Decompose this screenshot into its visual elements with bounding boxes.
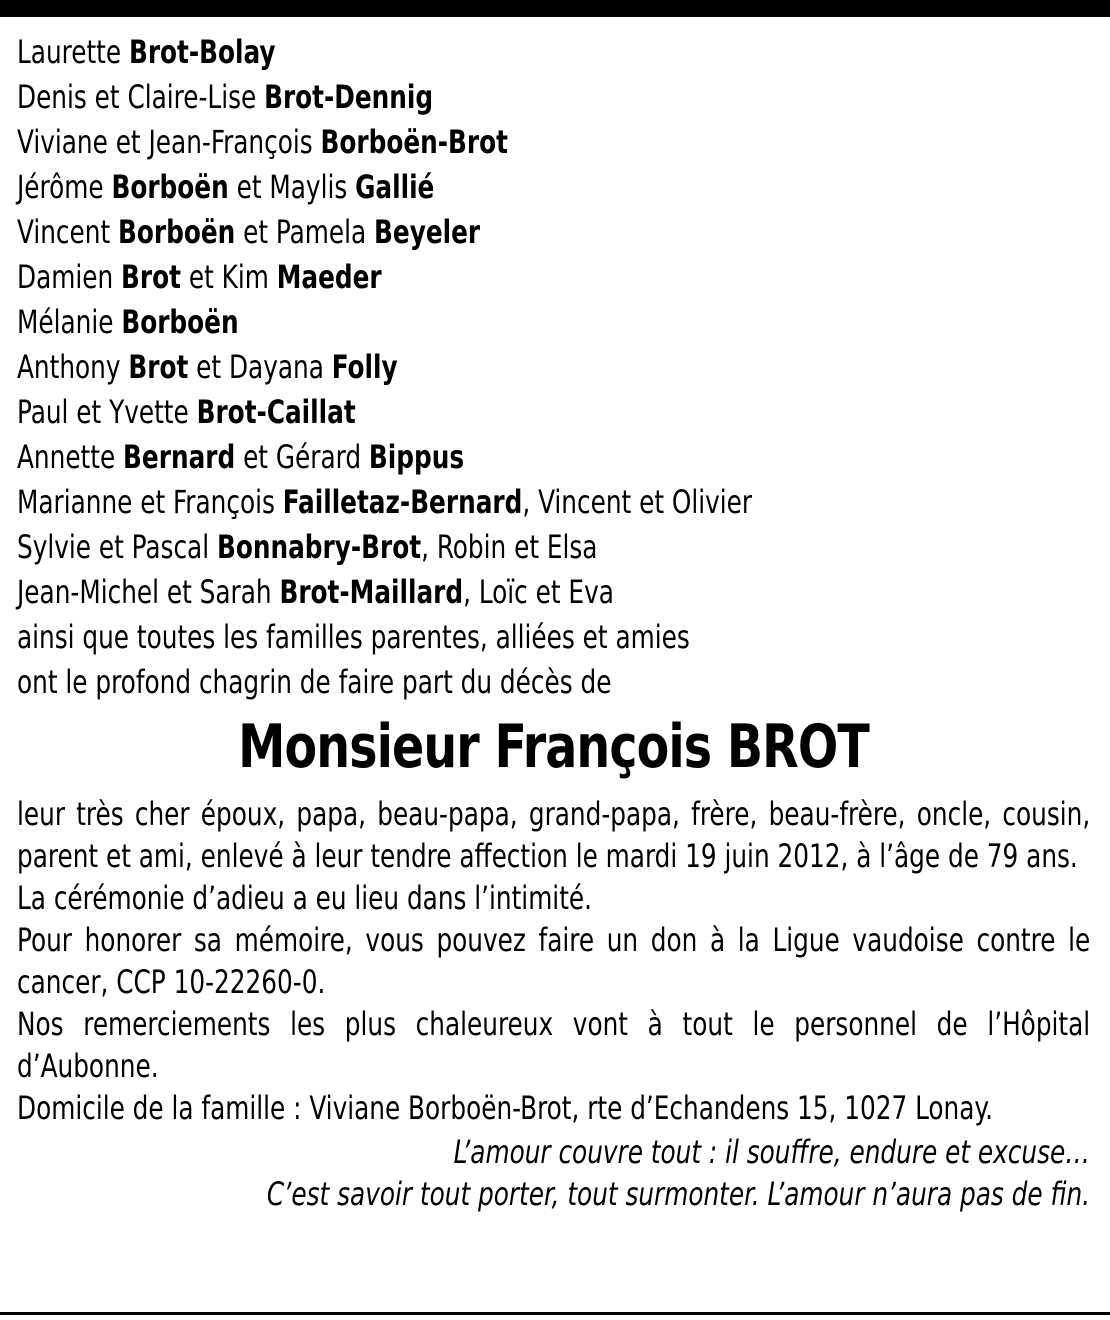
family-given-text: Laurette xyxy=(17,33,129,71)
deceased-name: Monsieur François BROT xyxy=(238,712,869,782)
family-given-text: Sylvie et Pascal xyxy=(17,528,217,566)
family-line xyxy=(17,390,1087,435)
family-line xyxy=(17,75,1087,120)
family-given-text: Annette xyxy=(17,438,124,476)
family-given-text: et Pamela xyxy=(235,213,375,251)
family-line xyxy=(17,165,1087,210)
family-given-text: Anthony xyxy=(17,348,129,386)
family-surname: Failletaz-Bernard xyxy=(282,483,523,521)
family-given-text: ont le profond chagrin de faire part du décès de xyxy=(17,663,612,701)
family-surname: Brot-Bolay xyxy=(128,33,276,71)
family-surname: Borboën xyxy=(111,168,229,206)
family-surname: Bernard xyxy=(123,438,236,476)
family-surname: Brot xyxy=(121,258,181,296)
family-surname: Gallié xyxy=(355,168,435,206)
family-given-text: et Gérard xyxy=(235,438,369,476)
family-surname: Brot-Maillard xyxy=(279,573,464,611)
family-surname: Borboën-Brot xyxy=(320,123,508,161)
family-surname: Folly xyxy=(331,348,398,386)
bottom-rule xyxy=(0,1312,1110,1315)
family-given-text: et Kim xyxy=(180,258,277,296)
notice-body xyxy=(17,793,1090,1129)
thanks-paragraph: Nos remerciements les plus chaleureux vont à tout le personnel de l’Hôpital d’Aubonne. xyxy=(17,1005,1091,1085)
family-given-text: Denis et Claire-Lise xyxy=(17,78,265,116)
family-surname: Brot-Dennig xyxy=(264,78,434,116)
family-line xyxy=(17,480,1087,525)
family-line xyxy=(17,525,1087,570)
family-given-text: , Vincent et Olivier xyxy=(522,483,753,521)
family-line xyxy=(17,345,1087,390)
quote-line-1: L’amour couvre tout : il souffre, endure et excuse… xyxy=(453,1133,1090,1171)
family-given-text: Viviane et Jean-François xyxy=(17,123,321,161)
family-given-text: , Robin et Elsa xyxy=(421,528,598,566)
family-surname: Maeder xyxy=(276,258,382,296)
family-given-text: ainsi que toutes les familles parentes, alliées et amies xyxy=(17,618,690,656)
family-surname: Beyeler xyxy=(374,213,481,251)
family-line xyxy=(17,120,1087,165)
family-given-text: Damien xyxy=(17,258,122,296)
ceremony-paragraph: La cérémonie d’adieu a eu lieu dans l’intimité. xyxy=(17,879,592,917)
family-line xyxy=(17,570,1087,615)
family-given-text: Vincent xyxy=(17,213,119,251)
obituary-notice xyxy=(17,30,1090,1215)
family-line xyxy=(17,300,1087,345)
family-surname: Borboën xyxy=(121,303,239,341)
family-line xyxy=(17,210,1087,255)
family-line xyxy=(17,255,1087,300)
family-given-text: , Loïc et Eva xyxy=(463,573,614,611)
family-given-text: Jean-Michel et Sarah xyxy=(17,573,280,611)
family-surname: Bippus xyxy=(368,438,465,476)
family-line xyxy=(17,435,1087,480)
family-given-text: et Maylis xyxy=(228,168,356,206)
family-given-text: Mélanie xyxy=(17,303,122,341)
tribute-paragraph: leur très cher époux, papa, beau-papa, grand-papa, frère, beau-frère, oncle, cousin, parent et ami, enlevé à leur tendre affection le mardi 19 juin 2012, à l’âge de 79 ans. xyxy=(17,795,1091,875)
family-given-text: Jérôme xyxy=(17,168,112,206)
family-line xyxy=(17,615,1087,660)
family-given-text: et Dayana xyxy=(188,348,332,386)
family-surname: Brot-Caillat xyxy=(196,393,356,431)
family-given-text: Paul et Yvette xyxy=(17,393,197,431)
family-surname: Bonnabry-Brot xyxy=(216,528,422,566)
address-paragraph: Domicile de la famille : Viviane Borboën-Brot, rte d’Echandens 15, 1027 Lonay. xyxy=(17,1089,993,1127)
family-line xyxy=(17,30,1087,75)
donation-paragraph: Pour honorer sa mémoire, vous pouvez faire un don à la Ligue vaudoise contre le cancer, CCP 10-22260-0. xyxy=(17,921,1091,1001)
family-surname: Brot xyxy=(128,348,189,386)
top-rule xyxy=(0,0,1110,17)
closing-quote xyxy=(17,1131,1090,1215)
family-line xyxy=(17,660,1087,705)
quote-line-2: C’est savoir tout porter, tout surmonter. L’amour n’aura pas de fin. xyxy=(266,1175,1091,1213)
family-list xyxy=(17,30,1090,705)
family-given-text: Marianne et François xyxy=(17,483,283,521)
family-surname: Borboën xyxy=(118,213,236,251)
